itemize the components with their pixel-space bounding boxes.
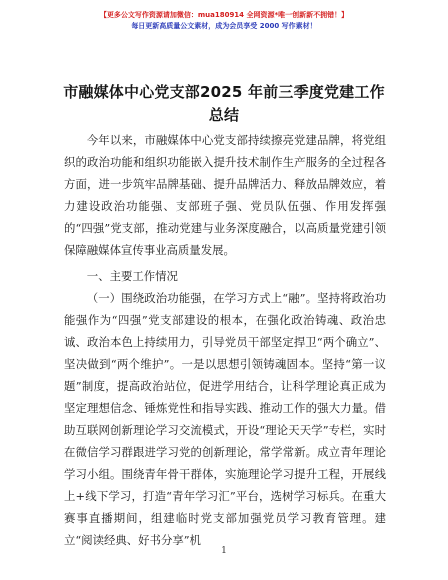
section-1-paragraph: （一）围绕政治功能强，在学习方式上“融”。坚持将政治功能强作为“四强”党支部建设的根本，在强化政治铸魂、政治忠诚、政治本色上持续用力，引导党员干部坚定捍卫“两个确立”、坚决做到“两个维护”。一是以思想引领铸魂固本。坚持“第一议题”制度，提高政治站位，促进学用结合，让科学理论真正成为坚定理想信念、锤炼党性和指导实践、推动工作的强大力量。借助互联网创新理论学习交流模式，开设“理论天天学”专栏，实时在微信学习群跟进学习党的创新理论，常学常新。成立青年理论学习小组。围绕青年骨干群体，实施理论学习提升工程，开展线上+线下学习，打造“青年学习汇”平台，选树学习标兵。在重大赛事直播期间，组建临时党支部加强党员学习教育管理。建立“阅读经典、好书分享”机	[64, 291, 386, 547]
page-number: 1	[221, 546, 227, 556]
section-heading: 一、主要工作情况	[86, 269, 178, 283]
promo-banner-line-1: 【更多公文写作资源请加微信：mua180914 全网资源*唯一创新新不拥错！】	[99, 11, 349, 19]
intro-paragraph: 今年以来，市融媒体中心党支部持续擦亮党建品牌，将党组织的政治功能和组织功能嵌入提升技术制作生产服务的全过程各方面，进一步筑牢品牌基础、提升品牌活力、释放品牌效应，着力建设政治功能强、支部班子强、党员队伍强、作用发挥强的“四强”党支部，推动党建与业务深度融合，以高质量党建引领保障融媒体宣传事业高质量发展。	[64, 133, 386, 257]
document-title: 市融媒体中心党支部2025 年前三季度党建工作总结	[63, 83, 385, 124]
promo-banner-line-2: 每日更新高质量公文素材，成为会员享受 2000 写作素材！	[131, 22, 317, 30]
